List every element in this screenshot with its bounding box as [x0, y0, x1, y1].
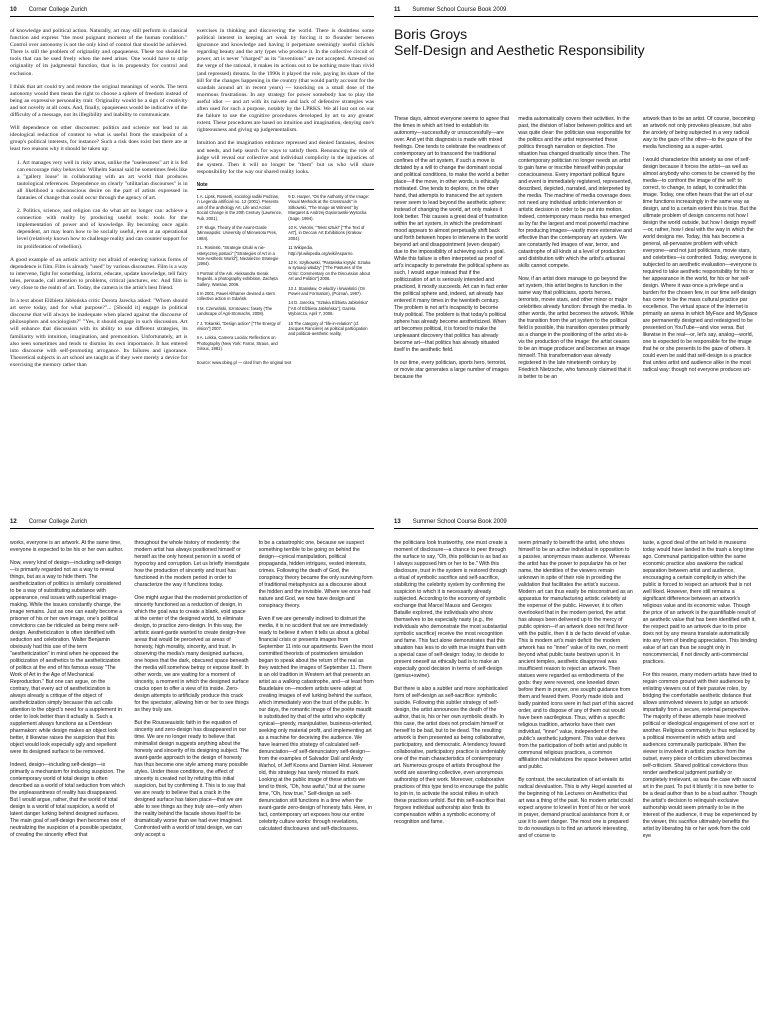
paragraph: A good example of an artistic activity not afraid of entering various forms of dependence is film. Film is already "used" by various discourses. Film is a way to intervene, fight for something, inform, educate, update knowledge, tell fairy tales, persuade, call attention to problems, critical junctures, etc. And film is very close to the realm of art. Today, the camera is the artist's best friend.: [10, 256, 188, 291]
column-right: [197, 28, 375, 504]
paragraph: Now, every kind of design—including self-design—is primarily regarded not as a way to reveal things, but as a way to hide them. The aestheticization of politics is similarly considered to be a way of substituting substance with appearance, real issues with superficial image-making. While the issues constantly change, the image remains. Just as one can easily become a prisoner of his or her own image, one's political convictions can be ridiculed as being mere self-design. Aestheticization is often identified with seduction and celebration. Walter Benjamin obviously had this use of the term "aestheticization" in mind when he opposed the politicization of aesthetics to the aestheticization of politics at the end of his famous essay "The Work of Art in the Age of Mechanical Reproduction." But one can argue, on the contrary, that every act of aestheticization is always already a critique of the object of aestheticization simply because this act calls attention to the object's need for a supplement in order to look better than it actually is. Such a supplement always functions as a Derridean pharmakon: while design makes an object look better, it likewise raises the suspicion that this object would look especially ugly and repellent were its designed surface to be removed.: [10, 560, 123, 755]
footnote: 12 K. Szyłkowski, "Pastwiska krytyki: Sztuka w sytuacji władzy" ["The Pastures of the Critic: Commentary on the Discussion about Art and Politics"] 2006.: [288, 259, 371, 282]
footnote: 13 J. Stanisław, O włodzy i krwiałości (On Power and Formation), (Poznań, 1997).: [288, 285, 366, 296]
page-12: [0, 512, 384, 1024]
paragraph: artwork than to be an artist. Of course, becoming an artwork not only provokes pleasure, but also the anxiety of being subjected in a very radical way to the gaze of the other—to the gaze of the media functioning as a super-artist.: [642, 116, 755, 150]
column-3: [643, 116, 758, 504]
page-number: 10: [10, 7, 17, 13]
article-title: Self-Design and Aesthetic Responsibility: [394, 42, 645, 58]
notes-heading: Note: [197, 182, 375, 190]
footnote: 8 A. Lekka, Camera Lucida: Reflections on Photography (New York: Farrar, Straus, and Giroux, 1981).: [196, 335, 278, 352]
column-3: [643, 540, 758, 1016]
page-11: [384, 0, 768, 512]
footnote: 6 M. Czerwiński, Szrotowiec: fasety (The Landscape of Agri-Stomachs, 2008).: [196, 305, 273, 317]
paragraph: Intuition and the imagination embrace repressed and denied fantasies, desires and needs, and help search for ways to satisfy them. Renouncing the role of judge will reveal our collective and individual complicity in the injustices of the system. Then it will no longer be "them" but us who will share responsibility for the way our shared reality looks.: [196, 140, 374, 175]
running-header: [10, 4, 374, 17]
paragraph: Indeed, design—including self-design—is primarily a mechanism for inducing suspicion. The contemporary world of total design is often described as a world of total seduction from which the unpleasantness of reality has disappeared. But I would argue, rather, that the world of total design is a world of total suspicion, a world of latent danger lurking behind designed surfaces. The main goal of self-design then becomes one of neutralizing the suspicion of a possible spectator, of creating the sincerity effect that: [10, 762, 126, 838]
page-10: [0, 0, 384, 512]
running-header: [394, 516, 758, 529]
footnote: 10 K. Vietoris, "Tekst sztuki" ["The Text of Art"], in Deccan Art Exhibitions (Krakow 2004).: [288, 224, 365, 241]
footnote: 4 Portrait of the Ark. Aleksandra Sierak Regards, a photography exhibition, Zachęta Gallery, Warsaw, 2006.: [196, 270, 278, 287]
paragraph: seem primarily to benefit the artist, who shows himself to be an active individual in opposition to a passive, anonymous mass audience. Whereas the artist has the power to popularize his or her name, the identities of the viewers remain unknown in spite of their role in providing the validation that facilitates the artist's success. Modern art can thus easily be misconstrued as an apparatus for manufacturing artistic celebrity at the expense of the public. However, it is often overlooked that in the modern period, the artist has always been delivered up to the mercy of public opinion—if an artwork does not find favor with the public, then it is de facto devoid of value. This is modern art's main deficit: the modern artwork has no "inner" value of its own, no merit beyond what public taste bestows upon it. In ancient temples, aesthetic disapproval was insufficient reason to reject an artwork. Their statues were regarded as embodiments of the gods: they were revered, one kneeled down before them in prayer, one sought guidance from them and feared them. Poorly made idols and badly painted icons were in fact part of this sacred order, and to dispose of any of them out would have been sacrilegious. Thus, within a specific religious tradition, artworks have their own individual, "inner" value, independent of the public's aesthetic judgment. This value derives from the participation of both artist and public in communal religious practices, a common affiliation that relativizes the space between artist and public.: [518, 540, 634, 770]
footnote: 3 L. Rosinski, "Strategie sztuki w nie-estetycznej postaci" ["Strategies of Art in a Non-Aesthetic World"], Niezależne Strategie (1984).: [196, 245, 279, 267]
paragraph: media automatically covers their activities. In the past, the division of labor between politics and art was quite clear: the politician was responsible for the politics and the artist represented these politics through narration or depiction. The situation has changed drastically since then. The contemporary politician no longer needs an artist to gain fame or inscribe himself within popular consciousness. Every important political figure and event is immediately registered, represented, described, depicted, narrated, and interpreted by the media. The machine of media coverage does not need any individual artistic intervention or artistic decision in order to be put into motion. Indeed, contemporary mass media has emerged as by far the largest and most powerful machine for producing images—vastly more extensive and effective than the contemporary art system. We are constantly fed images of war, terror, and catastrophe of all kinds at a level of production and distribution with which the artist's artisanal skills cannot compete.: [518, 116, 632, 269]
page-13: [384, 512, 768, 1024]
footnote: 15 The category of "life-in-relation" (cf. Jacques Rancière) as political participation and political-aesthetic reality.: [288, 320, 368, 337]
running-head: Corner College Zurich: [28, 7, 88, 13]
footnote: 2 P. Kluge, Theory of the Avant-Garde (Minneapolis: University of Minnesota Pres, 1984).: [196, 224, 278, 241]
running-head: Summer School Course Book 2009: [412, 519, 507, 525]
footnote: 1 A. Lipsk, Rossetti, sociologi radiki Podzias, in Legenda artificiali no. 12 (2001). Presents unit of the anthology Art, Life and Action: Social Change in the 20th Century (Lawrence, Pub. 2001).: [196, 193, 283, 221]
notes: [197, 194, 375, 356]
paragraph: I think that art could try and restore the original meanings of words. The term autonomy would then mean the right to choose a sphere of freedom instead of being an expressive personality trait. Originality would be a sign of creativity and not novelty at all costs. And, finally, opaqueness would be indicative of the difficulty of a message, not its illegibility and inability to communicate.: [10, 83, 188, 119]
footnote: 9 D. Harper, "On the Authority of the Image: Visual Methods at the Crossroads" in Sitkowski, "The Image as Witness" by Margaret & Andrzej Gąsiorowski-Wysocka (Sage, 1994).: [288, 193, 370, 221]
paragraph: These days, almost everyone seems to agree that the times in which art tried to establish its autonomy—successfully or unsuccessfully—are over. And yet this diagnosis is made with mixed feelings. One tends to celebrate the readiness of contemporary art to transcend the traditional confines of the art system, if such a move is dictated by a will to change the dominant social and political conditions, to make the world a better place—if the move, in other words, is ethically motivated. One tends to deplore, on the other hand, that attempts to transcend the art system never seem to lead beyond the aesthetic sphere: instead of changing the world, art only makes it look better. This causes a great deal of frustration within the art system, in which the predominant mood appears to almost perpetually shift back and forth between hopes to intervene in the world beyond art and disappointment (even despair) due to the impossibility of achieving such a goal. While this failure is often interpreted as proof of art's incapacity to penetrate the political sphere as such, I would argue instead that if the politicization of art is seriously intended and practiced, it mostly succeeds. Art can in fact enter the political sphere and, indeed, art already has entered it many times in the twentieth century. The problem is not art's incapacity to become truly political. The problem is that today's political sphere has already become aestheticized. When art becomes political, it is forced to make the unpleasant discovery that politics has already become art—that politics has already situated itself in the aesthetic field.: [394, 116, 510, 353]
column-2: [518, 540, 633, 1016]
paragraph: By contrast, the secularization of art entails its radical devaluation. This is why Hegel asserted at the beginning of his Lectures on Aesthetics that art was a thing of the past. No modern artist could expect anyone to kneel in front of his or her work in prayer, demand practical assistance from it, or use it to avert danger. The most one is prepared to do nowadays is to find an artwork interesting, and of course to: [518, 777, 633, 839]
paragraph: works, everyone is an artwork. At the same time, everyone is expected to be his or her own author.: [10, 540, 124, 553]
paragraph: In our time, every politician, sports hero, terrorist, or movie star generates a large number of images because the: [394, 360, 509, 380]
column-1: [394, 116, 509, 504]
paragraph: I would characterize this anxiety as one of self-design because it forces the artist—as well as almost anybody who comes to be covered by the media—to confront the image of the self: to correct, to change, to adapt, to contradict this image. Today, one often hears that the art of our time functions increasingly in the same way as design, and to a certain extent this is true. But the ultimate problem of design concerns not how I design the world outside, but how I design myself—or, rather, how I deal with the way in which the world designs me. Today, this has become a general, all-pervasive problem with which everyone—and not just politicians, movie stars, and celebrities—is confronted. Today, everyone is subjected to an aesthetic evaluation—everyone is required to take aesthetic responsibility for his or her appearance in the world, for his or her self-design. Where it was once a privilege and a burden for the chosen few, in our time self-design has come to be the mass cultural practice par excellence. The virtual space of the Internet is primarily an arena in which MyFace and MySpace are permanently designed and redesigned to be presented on YouTube—and vice versa. But likewise in the real—or, let's say, analog—world, one is expected to be responsible for the image that he or she presents to the gaze of others. It could even be said that self-design is a practice that unites artist and audience alike in the most radical way: though not everyone produces art-: [642, 157, 758, 373]
paragraph: For this reason, many modern artists have tried to regain common ground with their audiences by enlisting viewers out of their passive roles, by bridging the comfortable aesthetic distance that allows uninvolved viewers to judge an artwork impartially from a secure, external perspective. The majority of these attempts have involved political or ideological engagement of one sort or another. Religious community is thus replaced by a political movement in which artists and audiences communally participate. When the viewer is involved in artistic practice from the outset, every piece of criticism uttered becomes self-criticism. Shared political convictions thus render aesthetical judgment partially or completely irrelevant, as was the case with sacral art in the past. To put it bluntly: it is now better to be a dead author than to be a bad author. Though the artist's decision to relinquish exclusive authorship would seem primarily to be in the interest of the audience, it may be experienced by the viewer, this sacrifice ultimately benefits the artist by liberating his or her work from the cold eye: [642, 672, 758, 839]
running-head: Summer School Course Book 2009: [412, 7, 507, 13]
page-number: 11: [394, 7, 401, 13]
running-header: [394, 4, 758, 17]
column-1: [394, 540, 509, 1016]
paragraph: throughout the whole history of modernity: the modern artist has always positioned himself or herself as the only honest person in a world of hypocrisy and corruption. Let us briefly investigate how the production of sincerity and trust has functioned in the modern period in order to characterize the way it functions today.: [134, 540, 250, 588]
column-2: [134, 540, 249, 1016]
footnote: 5 In 2001, Paweł Althamer devised a stern collective action in Gdańsk.: [196, 290, 275, 302]
paragraph: But there is also a subtler and more sophisticated form of self-design as self-sacrifice: symbolic suicide. Following this subtler strategy of self-design, the artist announces the death of the author, that is, his or her own symbolic death. In this case, the artist does not proclaim himself or herself to be bad, but to be dead. The resulting artwork is then presented as being collaborative, participatory, and democratic. A tendency toward collaborative, participatory practice is undeniably one of the main characteristics of contemporary art. Numerous groups of artists throughout the world are asserting collective, even anonymous authorship of their work. Moreover, collaborative practices of this type tend to encourage the public to join in, to activate the social milieu in which these practices unfold. But this self-sacrifice that forgoes individual authorship also finds its compensation within a symbolic economy of recognition and fame.: [394, 686, 509, 825]
page-number: 13: [394, 519, 401, 525]
article-title-block: [394, 26, 758, 58]
paragraph: One might argue that the modernist production of sincerity functioned as a reduction of design, in which the goal was to create a blank, void space at the center of the designed world, to eliminate design, to practice zero-design. In this way, the artistic avant-garde wanted to create design-free areas that would be perceived as areas of honesty, high morality, sincerity, and trust. In observing the media's many designed surfaces, one hopes that the dark, obscured space beneath the media will somehow betray or expose itself. In other words, we are waiting for a moment of sincerity, a moment in which the designed surface cracks open to offer a view of its inside. Zero-design attempts to artificially produce this crack for the spectator, allowing him or her to see things as they truly are.: [134, 595, 249, 713]
paragraph: In a text about Elżbieta Jabłońska critic Dorota Jarecka asked: "Whom should art serve today, and for what purpose?"... [Should it] engage in political discourse that will always be inadequate when placed against the discourse of philosophers and sociologists?" "Yes, it should engage in such discussion. Art will enhance that discussion with its ability to use different strategies, its familiarity with intuition, imagination, and premonition. Unfortunately, art is also seen sometimes and tends to dismiss its own importance. It has entered into discourse with self-promoting arrogance. Its failures and ignorance. Theoretical subjects in art school are taught as if they were merely a device for exercising the memory rather than: [10, 298, 188, 368]
running-head: Corner College Zurich: [28, 519, 88, 525]
paragraph: But the Rousseauistic faith in the equation of sincerity and zero-design has disappeared in our time. We are no longer ready to believe that minimalist design suggests anything about the honesty and sincerity of its designing subject. The avant-garde approach to the design of honesty has thus become one style among many possible styles. Under these conditions, the effect of sincerity is created not by refuting this initial suspicion, but by confirming it. This is to say that we are ready to believe that a crack in the designed surface has taken place—that we are able to see things as they truly are—only when the reality behind the facade shows itself to be dramatically worse than we had ever imagined. Confronted with a world of total design, we can only accept a: [134, 720, 249, 838]
footnote: 7 J. Tokarski, "Design action" ["The Energy of Vision"] 2007.: [196, 320, 281, 331]
paragraph: Will dependence on other discourses: politics and science not lead to an ideological reduction of content to what is useful from the standpoint of a group's political interests, for instance? Such a risk does exist but there are at least two reasons why it should be taken up:: [10, 125, 188, 153]
paragraph: exercises in thinking and discovering the world. There is doubtless some political interest in keeping art weak by forcing it to flounder between ignorance and knowledge and having it perpetuate seemingly useful clichés regarding beauty and the arty types who produce it. In the collective circuit of power, art is never "charged" as its "inventions" are not accepted. Arrested on the verge of the rational, it makes its actions out to be nothing more than vivid (and repressed) dreams. In the 1990s it played the role, paying its share of the bill for the changes happening in the country (that would partly account for the scandals around art in recent years) — knocking on a small dose of the enormous frustrations. In any strategy for power somebody has to play the useful idiot — and art with its naivete and lack of defensive strategies was often used for such a purpose, notably by the LPRKS. We all lost out on our the failure to use the cognitive procedures developed by art to any greater extent. These procedures are based on intuition and imagination, denying one's righteousness and giving up judgementalism.: [196, 28, 374, 134]
article-author: Boris Groys: [394, 26, 468, 42]
column-1: [10, 540, 125, 1016]
column-3: [259, 540, 374, 1016]
page-number: 12: [10, 519, 17, 525]
paragraph: Now, if an artist does manage to go beyond the art system, this artist begins to function in the same way that politicians, sports heroes, terrorists, movie stars, and other minor or major celebrities already function: through the media. In other words, the artist becomes the artwork. While the transition from the art system to the political field is possible, this transition operates primarily as a change in the positioning of the artist vis-à-vis the production of the image: the artist ceases to be an image producer and becomes an image himself. This transformation was already registered in the late nineteenth century by Friedrich Nietzsche, who famously claimed that it is better to be an: [518, 276, 634, 380]
footnote: 14 D. Jarecka, "Sztuka Elżbieta Jabłońska" ["Art of Elżbieta Jabłońska"], Gazeta Wyborcza, April 7, 2006.: [288, 300, 369, 317]
column-left: [10, 28, 188, 504]
paragraph: Even if we are generally inclined to distrust the media, it is no accident that we are immediately ready to believe it when it tells us about a global financial crisis or presents images from September 11 into our apartments. Even the most committed theorists of postmodern simulation began to speak about the return of the real as they watched the images of September 11. There is an old tradition in Western art that presents an artist as a walking catastrophe, and—at least from Baudelaire on—modern artists were adept at creating images of evil lurking behind the surface, which immediately won the trust of the public. In our days, the romantic image of the poète maudit is substituted by that of the artist who explicitly cynical—greedy, manipulative, business-oriented, seeking only material profit, and implementing art as a machine for deceiving the audience. We have learned this strategy of calculated self-denunciation—of self-denunciatory self-design—from the examples of Salvador Dalí and Andy Warhol, of Jeff Koons and Damien Hirst. However old, this strategy has rarely missed its mark. Looking at the public image of these artists we tend to think, "Oh, how awful," but at the same time, "Oh, how true." Self-design as self-denunciation still functions in a time when the avant-garde zero-design of honesty fails. Here, in fact, contemporary art exposes how our entire celebrity culture works: through revelations, calculated disclosures and self-disclosures.: [258, 616, 374, 832]
paragraph: to be a catastrophic one, because we suspect something terrible to be going on behind the design—cynical manipulation, political propaganda, hidden intrigues, vested interests, crimes. Following the death of God, the conspiracy theory became the only surviving form of traditional metaphysics as a discourse about the hidden and the invisible. Where we once had nature and God, we now have design and conspiracy theory.: [258, 540, 373, 609]
footnote: 11 Wikipedia, http://pl.wikipedia.org/wiki/Asparno.: [288, 245, 354, 256]
running-header: [10, 516, 374, 529]
column-2: [518, 116, 633, 504]
paragraph: the politicians look trustworthy, one must create a moment of disclosure—a chance to peer through the surface to say, "Oh, this politician is as bad as I always supposed him or her to be." With this disclosure, trust in the system is restored through a ritual of symbolic sacrifice and self-sacrifice, stabilizing the celebrity system by confirming the suspicion to which it is necessarily already subjected. According to the economy of symbolic exchange that Marcel Mauss and Georges Bataille explored, the individuals who show themselves to be especially nasty (e.g., the individuals who demonstrate the most substantial symbolic sacrifice) receive the most recognition and fame. This fact alone demonstrates that this situation has less to do with true insight than with a special case of self-design: today, to decide to present oneself as ethically bad is to make an especially good decision in terms of self-design (genius+swine).: [394, 540, 508, 679]
list-item: 2. Politics, science, and religion can do what art no longer can: achieve a connection with reality by producing useful tools: tools for the implementation of power and of knowledge. By becoming once again dependent, art may learn how to be socially useful, even at an operational level (relatively known how to challenge reality and can counter support for its proliferation of rebellion).: [17, 208, 188, 250]
source-line: Source: www.obieg.pl — cited from the original text: [196, 359, 292, 365]
list-item: 1. Art manages very well in risky areas, unlike the "uselessness" art it is fed can encourage risky behaviour. Wilhelm Sasnal said he sometimes feels like a "gallery louse" in collaborating with an art world that produces tautological references. Dependence on clearly "utilitarian discourses" is in all likelihood a subconscious desire on the part of artists expressed in fantasies of change that could occur through the agency of art.: [17, 159, 188, 201]
paragraph: taste, a good deal of the art held in museums today would have landed in the trash a long time ago. Communal participation within the same economic practice also awakens the radical separation between artist and audience, encouraging a certain complicity in which the public is forced to respect an artwork that is not well liked. However, there still remains a significant difference between an artwork's religious value and its economic value. Though the price of an artwork is the quantifiable result of an aesthetic value that has been identified with it, the respect paid to an artwork due to its price does not by any means translate automatically into any form of binding appreciation. This binding value of art can thus be sought only in noncommercial, if not directly anti-commercial practices.: [642, 540, 758, 665]
paragraph: of knowledge and political action. Naturally, art may still perform in classical function and express "the most poignant moment of the human condition." Control over autonomy is not the only kind of control that should be achieved. There is still the problem of originality and opaqueness. These too should be tools that can be used freely when the need arises. One would have to strip originality of its judgmental function, that is its propensity for control and exclusion.: [10, 28, 188, 77]
